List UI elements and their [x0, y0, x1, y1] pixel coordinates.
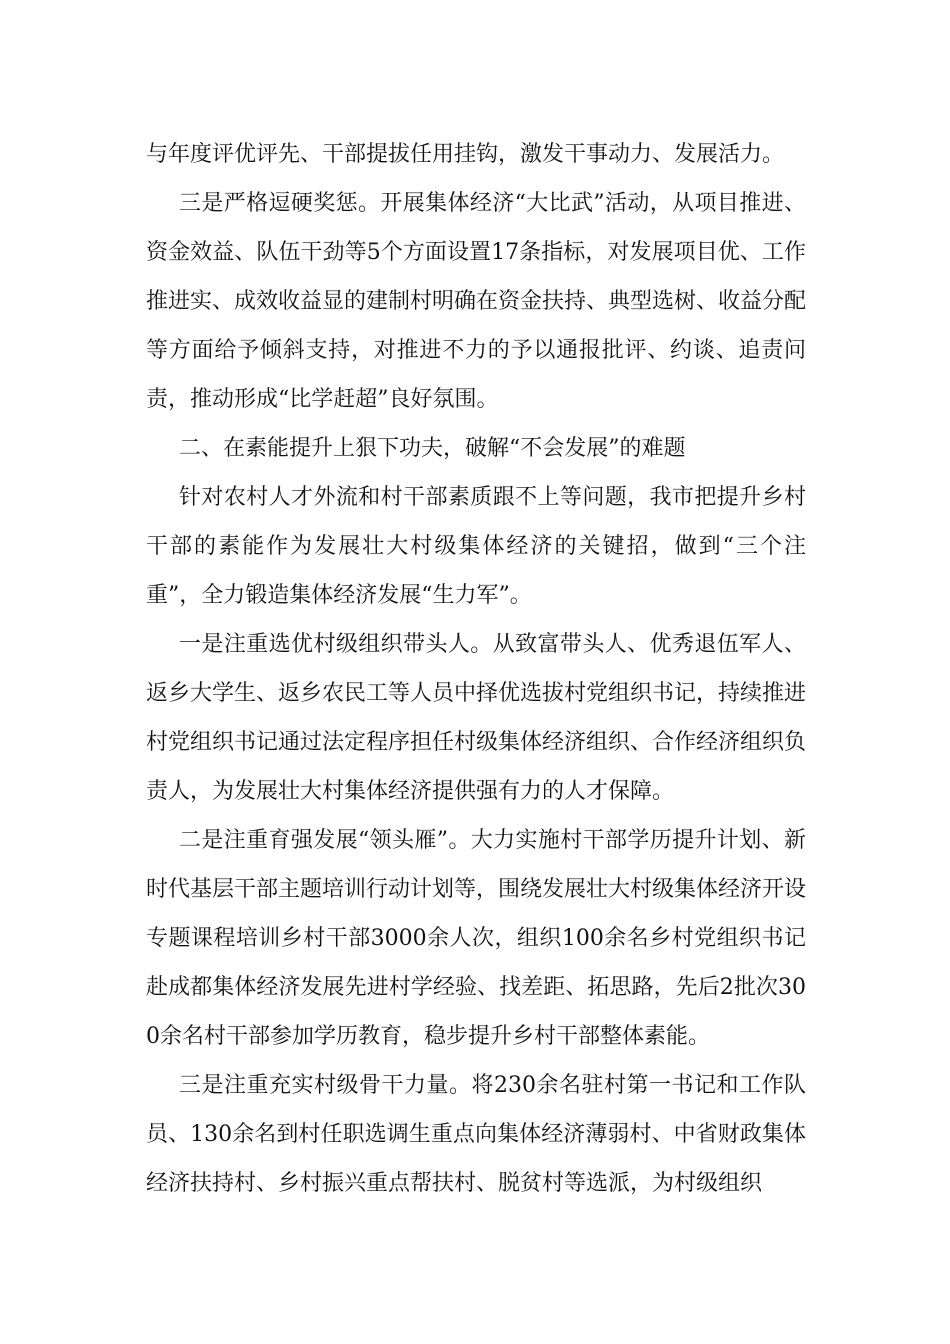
paragraph-train-leaders: 二是注重育强发展“领头雁”。大力实施村干部学历提升计划、新时代基层干部主题培训行动计划等，围绕发展壮大村级集体经济开设专题课程培训乡村干部3000余人次，组织100余名乡村党组织书记赴成都集体经济发展先进村学经验、找差距、拓思路，先后2批次300余名村干部参加学历教育，稳步提升乡村干部整体素能。: [146, 828, 807, 1049]
paragraph-talent-intro: 针对农村人才外流和村干部素质跟不上等问题，我市把提升乡村干部的素能作为发展壮大村级集体经济的关键招，做到“三个注重”，全力锻造集体经济发展“生力军”。: [146, 485, 806, 608]
paragraph-continuation: 与年度评优评先、干部提拔任用挂钩，激发干事动力、发展活力。: [146, 142, 785, 167]
paragraph-backbone-strength: 三是注重充实村级骨干力量。将230余名驻村第一书记和工作队员、130余名到村任职选调生重点向集体经济薄弱村、中省财政集体经济扶持村、乡村振兴重点帮扶村、脱贫村等选派，为村级组织: [146, 1073, 806, 1196]
document-body: [146, 130, 806, 1208]
paragraph-strict-rewards: 三是严格逗硬奖惩。开展集体经济“大比武”活动，从项目推进、资金效益、队伍干劲等5个方面设置17条指标，对发展项目优、工作推进实、成效收益显的建制村明确在资金扶持、典型选树、收益分配等方面给予倾斜支持，对推进不力的予以通报批评、约谈、追责问责，推动形成“比学赶超”良好氛围。: [146, 191, 807, 412]
paragraph-select-leaders: 一是注重选优村级组织带头人。从致富带头人、优秀退伍军人、返乡大学生、返乡农民工等人员中择优选拔村党组织书记，持续推进村党组织书记通过法定程序担任村级集体经济组织、合作经济组织负责人，为发展壮大村集体经济提供强有力的人才保障。: [146, 632, 807, 804]
section-heading-capacity: 二、在素能提升上狠下功夫，破解“不会发展”的难题: [179, 436, 686, 461]
